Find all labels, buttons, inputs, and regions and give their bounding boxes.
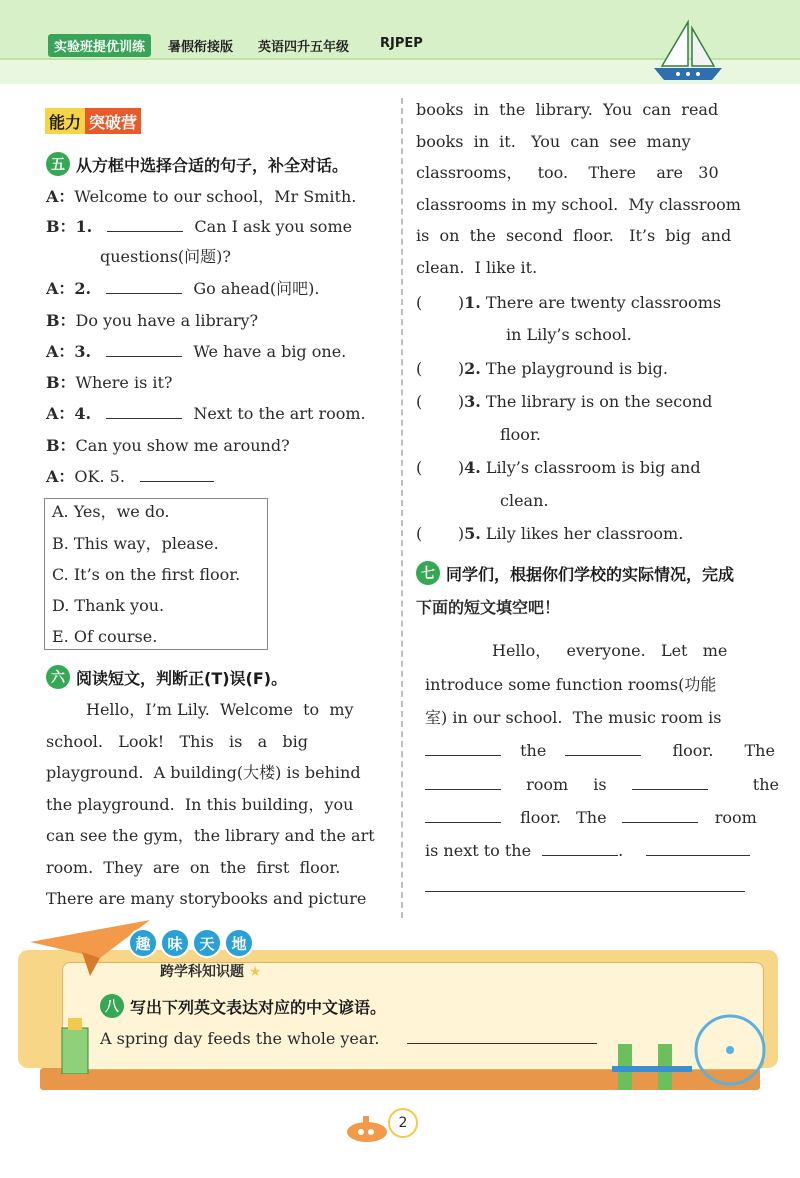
- tf-question: [416, 293, 721, 313]
- fill-blank[interactable]: [632, 775, 708, 790]
- fill-word: room: [714, 808, 757, 827]
- version-label: RJPEP: [380, 36, 423, 51]
- section5-heading: [46, 152, 348, 176]
- submarine-icon: [343, 1110, 393, 1146]
- column-divider: [401, 98, 403, 918]
- section7-title-line2: 下面的短文填空吧！: [416, 598, 561, 617]
- question-text: The playground is big.: [485, 359, 668, 378]
- fill-passage-line: [425, 841, 750, 861]
- ability-badge: [45, 108, 141, 134]
- section6-heading: [46, 665, 287, 689]
- ability-badge-part1: 能力: [45, 108, 85, 134]
- fill-blank[interactable]: [425, 775, 501, 790]
- answer-bracket[interactable]: ( ): [416, 392, 465, 411]
- dialogue-text: Next to the art room.: [193, 404, 366, 423]
- question-text: floor.: [500, 425, 541, 444]
- dialogue-line: [46, 342, 346, 362]
- passage-right: [416, 94, 761, 283]
- fill-word: room: [526, 775, 569, 794]
- question-text: Lily likes her classroom.: [485, 524, 684, 543]
- fill-blank[interactable]: [622, 808, 698, 823]
- answer-blank-4[interactable]: [106, 404, 182, 419]
- answer-bracket[interactable]: ( ): [416, 359, 465, 378]
- option-item: C. It’s on the first floor.: [52, 565, 241, 584]
- answer-blank-2[interactable]: [106, 279, 182, 294]
- fill-passage-line: [425, 775, 779, 795]
- fun-title-char: 天: [192, 928, 222, 958]
- tf-question: [416, 359, 668, 379]
- question-number: 2.: [464, 359, 481, 378]
- fill-word: the: [520, 741, 547, 760]
- dialogue-text: Where is it?: [75, 373, 173, 392]
- building-icon: [58, 1018, 92, 1074]
- proverb-line: [100, 1029, 597, 1049]
- tf-question: [416, 458, 701, 478]
- dialogue-text: Do you have a library?: [75, 311, 259, 330]
- sailboat-icon: [648, 18, 728, 84]
- speaker: B：: [46, 373, 76, 392]
- passage-line: classrooms in my school. My classroom: [416, 194, 741, 214]
- dialogue-text: Go ahead(问吧).: [193, 279, 320, 298]
- section5-title: 从方框中选择合适的句子，补全对话。: [76, 155, 349, 175]
- option-item: E. Of course.: [52, 627, 158, 646]
- item-number: 3.: [74, 342, 92, 361]
- dialogue-text: OK. 5.: [74, 467, 125, 486]
- fill-blank-full-line[interactable]: [425, 891, 745, 892]
- ability-badge-part2: 突破营: [85, 108, 141, 134]
- fill-passage-line: [425, 741, 775, 761]
- option-item: B. This way，please.: [52, 534, 219, 553]
- passage-line: classrooms， too. There are 30: [416, 163, 719, 182]
- bridge-ferris-wheel-icon: [612, 1010, 772, 1090]
- speaker: A：: [46, 279, 75, 298]
- fill-blank[interactable]: [425, 741, 501, 756]
- star-icon: ★: [248, 964, 262, 980]
- tf-question: [416, 392, 712, 412]
- question-text: clean.: [500, 491, 549, 510]
- section7-heading: [416, 561, 734, 585]
- speaker: A：: [46, 404, 75, 423]
- answer-bracket[interactable]: ( ): [416, 293, 465, 312]
- tf-question: [416, 524, 683, 544]
- dialogue-line: [46, 373, 173, 393]
- fill-passage-line: [425, 808, 757, 828]
- option-item: A. Yes，we do.: [52, 502, 170, 521]
- passage-line: is on the second floor. It’s big and: [416, 226, 732, 245]
- dialogue-line: [100, 247, 231, 267]
- fill-word: .: [618, 841, 624, 860]
- section6-title: 阅读短文，判断正(T)误(F)。: [76, 668, 288, 688]
- fun-title-char: 味: [160, 928, 190, 958]
- fun-title-char: 地: [224, 928, 254, 958]
- fill-blank[interactable]: [646, 841, 750, 856]
- fill-passage-line: 室) in our school. The music room is: [425, 708, 722, 727]
- passage-line: clean. I like it.: [416, 257, 538, 277]
- answer-bracket[interactable]: ( ): [416, 458, 465, 477]
- proverb-text: A spring day feeds the whole year.: [100, 1029, 380, 1048]
- item-number: 4.: [74, 404, 92, 423]
- dialogue-text: Can you show me around?: [75, 436, 290, 455]
- fun-subtitle-text: 跨学科知识题: [160, 964, 244, 980]
- question-number: 4.: [464, 458, 481, 477]
- passage-line: school. Look! This is a big: [46, 731, 309, 751]
- dialogue-text: We have a big one.: [193, 342, 347, 361]
- fill-blank[interactable]: [425, 808, 501, 823]
- answer-blank-5[interactable]: [140, 467, 214, 482]
- dialogue-line: [46, 217, 352, 237]
- section8-heading: [100, 994, 386, 1018]
- item-number: 1.: [75, 217, 93, 236]
- fun-subtitle: [160, 961, 261, 981]
- passage-line: room. They are on the first floor.: [46, 857, 341, 877]
- fill-word: The: [744, 741, 775, 760]
- page-number: 2: [388, 1108, 418, 1138]
- passage-line: There are many storybooks and picture: [46, 889, 367, 908]
- fill-passage-line: Hello， everyone. Let me: [492, 641, 728, 660]
- section7-title-line1: 同学们，根据你们学校的实际情况，完成: [446, 564, 735, 584]
- dialogue-text: Welcome to our school，Mr Smith.: [74, 187, 357, 206]
- passage-line: can see the gym，the library and the art: [46, 826, 375, 845]
- fill-word: is: [593, 775, 607, 794]
- dialogue-line: [46, 187, 356, 207]
- dialogue-line: [46, 279, 319, 299]
- fill-blank[interactable]: [542, 841, 618, 856]
- fill-word: the: [752, 775, 779, 794]
- dialogue-line: [46, 404, 366, 424]
- section7-number: 七: [416, 561, 440, 585]
- speaker: A：: [46, 467, 75, 486]
- series-title: 实验班提优训练: [48, 34, 151, 57]
- section8-title: 写出下列英文表达对应的中文谚语。: [130, 997, 387, 1017]
- section5-number: 五: [46, 152, 70, 176]
- question-text: The library is on the second: [485, 392, 713, 411]
- dialogue-line: [46, 311, 258, 331]
- question-text: in Lily’s school.: [506, 325, 632, 344]
- answer-blank-1[interactable]: [107, 217, 183, 232]
- passage-line: Hello，I’m Lily. Welcome to my: [86, 700, 354, 719]
- fill-word: floor.: [672, 741, 714, 760]
- question-text: Lily’s classroom is big and: [485, 458, 701, 477]
- passage-left: [46, 694, 386, 915]
- speaker: B：: [46, 311, 76, 330]
- dialogue-text: Can I ask you some: [194, 217, 353, 236]
- passage-line: playground. A building(大楼) is behind: [46, 763, 361, 782]
- passage-line: books in it. You can see many: [416, 131, 691, 151]
- speaker: A：: [46, 342, 75, 361]
- question-number: 3.: [464, 392, 481, 411]
- passage-line: the playground. In this building，you: [46, 794, 354, 814]
- question-number: 1.: [464, 293, 481, 312]
- edition-label: 暑假衔接版: [168, 40, 234, 55]
- answer-bracket[interactable]: ( ): [416, 524, 465, 543]
- fun-title-char: 趣: [128, 928, 158, 958]
- fill-word: floor.: [520, 808, 562, 827]
- answer-blank-3[interactable]: [106, 342, 182, 357]
- fun-title: [128, 928, 256, 958]
- speaker: A：: [46, 187, 75, 206]
- section6-number: 六: [46, 665, 70, 689]
- passage-line: books in the library. You can read: [416, 100, 719, 119]
- fill-passage-line: introduce some function rooms(功能: [425, 675, 717, 694]
- dialogue-line: [46, 467, 214, 487]
- proverb-answer-blank[interactable]: [407, 1029, 597, 1044]
- fill-blank[interactable]: [565, 741, 641, 756]
- fill-word: The: [576, 808, 607, 827]
- dialogue-text: questions(问题)?: [100, 247, 231, 266]
- question-number: 5.: [464, 524, 481, 543]
- option-item: D. Thank you.: [52, 596, 165, 615]
- section8-number: 八: [100, 994, 124, 1018]
- dialogue-line: [46, 436, 290, 456]
- fill-word: is next to the: [425, 841, 532, 860]
- question-text: There are twenty classrooms: [485, 293, 722, 312]
- speaker: B：: [46, 436, 76, 455]
- item-number: 2.: [74, 279, 92, 298]
- speaker: B：: [46, 217, 76, 236]
- subject-label: 英语四升五年级: [258, 40, 350, 55]
